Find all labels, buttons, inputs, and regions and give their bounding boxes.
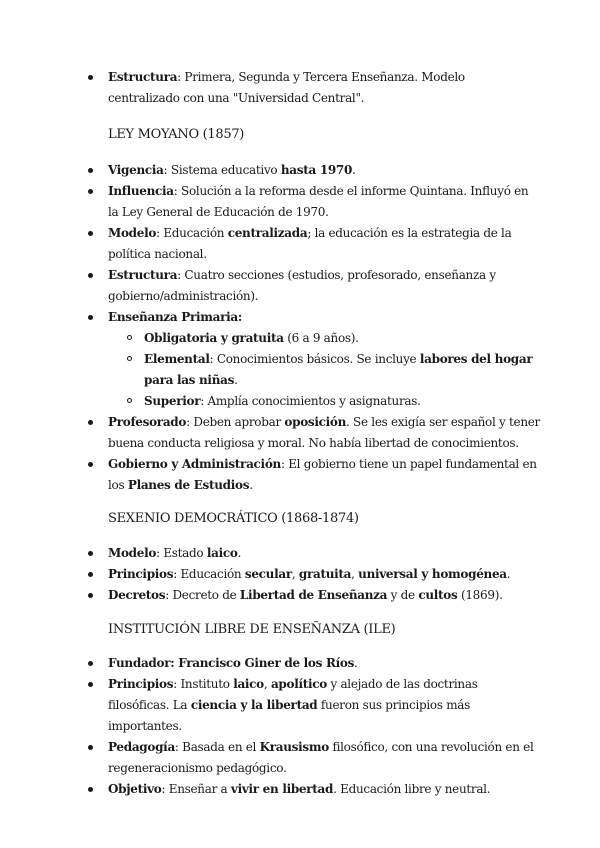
bullet-dot — [88, 75, 93, 80]
subbullet-obligatoria: Obligatoria y gratuita (6 a 9 años). — [108, 328, 540, 349]
bullet-dot — [88, 273, 93, 278]
bullet-influencia: Influencia: Solución a la reforma desde el informe Quintana. Influyó en la Ley General de Educación de 1970. — [0, 181, 600, 223]
bullet-ensenanza-primaria: Enseñanza Primaria: Obligatoria y gratuita (6 a 9 años). Elemental: Conocimientos básicos. Se incluye labores del hogar para las niñas. Superior: Amplía conocimientos y asignaturas. — [0, 307, 600, 412]
subbullet-superior: Superior: Amplía conocimientos y asignaturas. — [108, 391, 540, 412]
bullet-dot — [88, 551, 93, 556]
bullet-gobierno: Gobierno y Administración: El gobierno tiene un papel fundamental en los Planes de Estudios. — [0, 454, 600, 496]
heading-ley-moyano: LEY MOYANO (1857) — [108, 127, 245, 142]
bullet-modelo-sexenio: Modelo: Estado laico. — [0, 543, 600, 564]
bullet-dot — [88, 189, 93, 194]
bullet-pedagogia: Pedagogía: Basada en el Krausismo filosófico, con una revolución en el regeneracionismo pedagógico. — [0, 737, 600, 779]
bullet-decretos: Decretos: Decreto de Libertad de Enseñanza y de cultos (1869). — [0, 585, 600, 606]
bullet-dot — [88, 168, 93, 173]
bullet-modelo-moyano: Modelo: Educación centralizada; la educación es la estrategia de la política nacional. — [0, 223, 600, 265]
bullet-estructura-intro: Estructura: Primera, Segunda y Tercera Enseñanza. Modelo centralizado con una "Universidad Central". — [0, 67, 600, 109]
bullet-profesorado: Profesorado: Deben aprobar oposición. Se les exigía ser español y tener buena conducta religiosa y moral. No había libertad de conocimientos. — [0, 412, 600, 454]
circle-bullet — [127, 356, 132, 361]
bullet-dot — [88, 231, 93, 236]
bullet-dot — [88, 661, 93, 666]
bullet-dot — [88, 682, 93, 687]
bullet-dot — [88, 572, 93, 577]
bullet-principios-ile: Principios: Instituto laico, apolítico y alejado de las doctrinas filosóficas. La ciencia y la libertad fueron sus principios más importantes. — [0, 674, 600, 737]
bullet-dot — [88, 315, 93, 320]
ley-moyano-section — [0, 160, 600, 496]
bullet-estructura-moyano: Estructura: Cuatro secciones (estudios, profesorado, enseñanza y gobierno/administración). — [0, 265, 600, 307]
subbullet-elemental: Elemental: Conocimientos básicos. Se incluye labores del hogar para las niñas. — [108, 349, 540, 391]
bullet-dot — [88, 745, 93, 750]
intro-section — [0, 67, 600, 109]
circle-bullet — [127, 398, 132, 403]
bullet-dot — [88, 787, 93, 792]
ile-section — [0, 653, 600, 800]
bullet-objetivo: Objetivo: Enseñar a vivir en libertad. Educación libre y neutral. — [0, 779, 600, 800]
bullet-principios-sexenio: Principios: Educación secular, gratuita, universal y homogénea. — [0, 564, 600, 585]
sexenio-section — [0, 543, 600, 606]
bullet-dot — [88, 462, 93, 467]
bullet-dot — [88, 420, 93, 425]
heading-sexenio-democratico: SEXENIO DEMOCRÁTICO (1868-1874) — [108, 511, 359, 526]
primaria-sublist — [108, 328, 540, 412]
bullet-dot — [88, 593, 93, 598]
heading-ile: INSTITUCIÓN LIBRE DE ENSEÑANZA (ILE) — [108, 622, 396, 637]
bullet-vigencia: Vigencia: Sistema educativo hasta 1970. — [0, 160, 600, 181]
circle-bullet — [127, 335, 132, 340]
bullet-fundador: Fundador: Francisco Giner de los Ríos. — [0, 653, 600, 674]
